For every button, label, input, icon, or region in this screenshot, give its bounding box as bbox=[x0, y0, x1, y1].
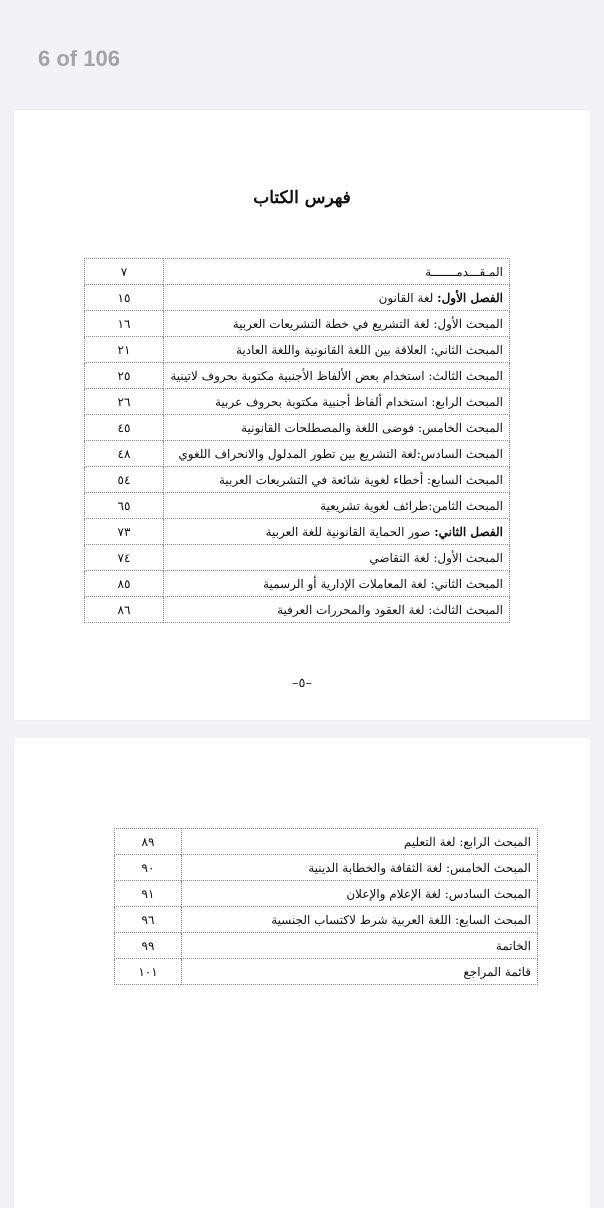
toc-entry-title bbox=[164, 415, 510, 441]
toc-page-number: ٧٤ bbox=[85, 545, 164, 571]
toc-entry-text: المبحث السادس:لغة التشريع بين تطور المدلول والانحراف اللغوي bbox=[178, 446, 503, 461]
toc-row bbox=[85, 597, 510, 623]
toc-page-number: ٩٠ bbox=[115, 855, 182, 881]
toc-page-number: ٩١ bbox=[115, 881, 182, 907]
toc-entry-title bbox=[164, 311, 510, 337]
toc-row bbox=[115, 855, 538, 881]
toc-page-number: ٢٦ bbox=[85, 389, 164, 415]
toc-row bbox=[85, 467, 510, 493]
toc-row bbox=[85, 545, 510, 571]
toc-page-number: ٤٥ bbox=[85, 415, 164, 441]
toc-row bbox=[85, 493, 510, 519]
toc-entry-title bbox=[182, 881, 538, 907]
toc-page-number: ٤٨ bbox=[85, 441, 164, 467]
toc-entry-title bbox=[164, 467, 510, 493]
toc-entry-title bbox=[164, 597, 510, 623]
toc-entry-text: المبحث الخامس: فوضى اللغة والمصطلحات القانونية bbox=[241, 420, 503, 435]
toc-entry-title bbox=[164, 571, 510, 597]
toc-entry-text: المبحث الثاني: لغة المعاملات الإدارية أو الرسمية bbox=[263, 576, 503, 591]
toc-entry-title bbox=[182, 855, 538, 881]
toc-row bbox=[85, 337, 510, 363]
toc-entry-title bbox=[182, 959, 538, 985]
toc-table-continued bbox=[114, 828, 538, 985]
toc-entry-text: المبحث الثاني: العلاقة بين اللغة القانونية واللغة العادية bbox=[235, 342, 503, 357]
toc-entry-text: لغة القانون bbox=[378, 290, 438, 305]
toc-row bbox=[85, 415, 510, 441]
page-indicator: 6 of 106 bbox=[38, 46, 120, 71]
toc-entry-text: المبحث الأول: لغة التقاضي bbox=[369, 550, 503, 565]
toc-row bbox=[85, 259, 510, 285]
page-number: –٥– bbox=[292, 676, 312, 691]
toc-entry-title bbox=[164, 493, 510, 519]
toc-page-number: ١٥ bbox=[85, 285, 164, 311]
toc-row bbox=[115, 933, 538, 959]
toc-row bbox=[85, 285, 510, 311]
toc-page-number: ٥٤ bbox=[85, 467, 164, 493]
document-page-1 bbox=[14, 110, 590, 720]
toc-page-number: ٩٩ bbox=[115, 933, 182, 959]
toc-entry-title bbox=[164, 259, 510, 285]
toc-row bbox=[115, 829, 538, 855]
toc-entry-title bbox=[182, 933, 538, 959]
page-title: فهرس الكتاب bbox=[253, 188, 351, 208]
toc-row bbox=[115, 881, 538, 907]
toc-row bbox=[85, 363, 510, 389]
toc-entry-title bbox=[164, 389, 510, 415]
toc-entry-title bbox=[164, 441, 510, 467]
toc-entry-text: المبحث الثالث: استخدام بعض الألفاظ الأجنبية مكتوبة بحروف لاتينية bbox=[170, 368, 503, 383]
toc-entry-text: المبحث السابع: اللغة العربية شرط لاكتساب الجنسية bbox=[271, 912, 531, 927]
toc-entry-title bbox=[182, 907, 538, 933]
toc-page-number: ٧ bbox=[85, 259, 164, 285]
toc-chapter-label: الفصل الأول: bbox=[437, 290, 503, 305]
toc-entry-text: المبحث الرابع: لغة التعليم bbox=[403, 834, 531, 849]
toc-page-number: ٦٥ bbox=[85, 493, 164, 519]
toc-row bbox=[85, 519, 510, 545]
toc-entry-text: المبحث الرابع: استخدام ألفاظ أجنبية مكتوبة بحروف عربية bbox=[215, 394, 503, 409]
toc-entry-title bbox=[164, 545, 510, 571]
toc-entry-text: المبحث الثالث: لغة العقود والمحررات العرفية bbox=[277, 602, 503, 617]
toc-page-number: ٢٥ bbox=[85, 363, 164, 389]
toc-chapter-label: الفصل الثاني: bbox=[434, 524, 503, 539]
toc-entry-text: الخاتمة bbox=[495, 938, 531, 953]
toc-entry-text: المبحث الخامس: لغة الثقافة والخطابة الدينية bbox=[308, 860, 531, 875]
toc-row bbox=[85, 571, 510, 597]
toc-page-number: ١٠١ bbox=[115, 959, 182, 985]
toc-entry-text: المبحث الأول: لغة التشريع في خطة التشريعات العربية bbox=[232, 316, 503, 331]
toc-entry-text: المبحث الثامن:طرائف لغوية تشريعية bbox=[320, 498, 503, 513]
toc-page-number: ٨٥ bbox=[85, 571, 164, 597]
toc-entry-text: المبحث السابع: أخطاء لغوية شائعة في التشريعات العربية bbox=[218, 472, 503, 487]
toc-page-number: ٩٦ bbox=[115, 907, 182, 933]
toc-entry-title bbox=[164, 337, 510, 363]
toc-page-number: ١٦ bbox=[85, 311, 164, 337]
toc-row bbox=[115, 907, 538, 933]
toc-page-number: ٧٣ bbox=[85, 519, 164, 545]
toc-page-number: ٨٩ bbox=[115, 829, 182, 855]
toc-entry-title bbox=[164, 519, 510, 545]
toc-entry-title bbox=[164, 363, 510, 389]
toc-page-number: ٨٦ bbox=[85, 597, 164, 623]
toc-table bbox=[84, 258, 510, 623]
toc-row bbox=[85, 389, 510, 415]
toc-row bbox=[85, 441, 510, 467]
toc-entry-text: قائمة المراجع bbox=[463, 964, 531, 979]
toc-entry-title bbox=[164, 285, 510, 311]
toc-row bbox=[85, 311, 510, 337]
toc-page-number: ٢١ bbox=[85, 337, 164, 363]
toc-row bbox=[115, 959, 538, 985]
toc-entry-text: صور الحماية القانونية للغة العربية bbox=[265, 524, 435, 539]
toc-entry-text: المبحث السادس: لغة الإعلام والإعلان bbox=[346, 886, 531, 901]
toc-entry-title bbox=[182, 829, 538, 855]
toc-entry-text: المـقـــدمـــــــة bbox=[425, 264, 503, 279]
document-page-2 bbox=[14, 738, 590, 1208]
